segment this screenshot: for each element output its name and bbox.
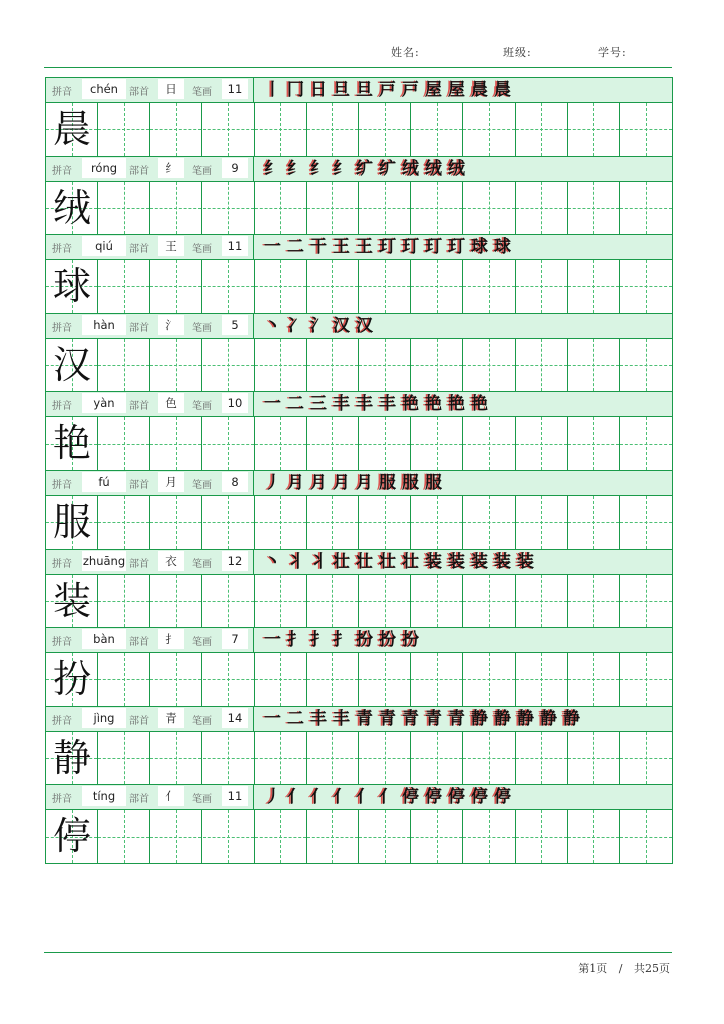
writing-cell[interactable] [568,103,620,156]
writing-cell[interactable] [516,103,568,156]
writing-cell[interactable] [411,810,463,863]
model-character: 晨 [52,107,91,151]
model-character-cell [46,653,98,706]
pinyin-value: zhuāng [82,551,126,571]
stroke-count-label: 笔画 [192,794,212,806]
character-info-band [46,313,672,339]
writing-cell[interactable] [568,575,620,628]
writing-cell[interactable] [150,260,202,313]
pinyin-value: yàn [82,393,126,413]
writing-cell[interactable] [568,182,620,235]
pinyin-label: 拼音 [52,715,72,727]
writing-cell[interactable] [516,653,568,706]
radical-label: 部首 [129,480,149,491]
writing-cell[interactable] [463,810,515,863]
writing-cell[interactable] [463,260,515,313]
writing-cell[interactable] [620,339,672,392]
radical-label: 部首 [129,637,149,649]
character-info-band [46,470,672,496]
stroke-order-sequence: 纟纟纟纟纩纩绒绒绒 [264,158,471,179]
stroke-count-label: 笔画 [192,715,212,727]
model-character-cell [46,339,98,392]
character-meta [46,78,254,102]
writing-cell[interactable] [516,182,568,235]
writing-cell[interactable] [98,103,150,156]
character-entry [46,706,672,785]
radical-label: 部首 [129,715,149,727]
writing-cell[interactable] [150,653,202,706]
character-entry [46,470,672,549]
practice-sheet [45,77,673,864]
model-character: 静 [52,735,91,780]
writing-cell[interactable] [359,653,411,706]
stroke-count-value: 12 [222,551,248,571]
writing-cell[interactable] [203,417,255,470]
writing-cell[interactable] [307,103,359,156]
writing-cell[interactable] [255,103,307,156]
writing-cell[interactable] [98,260,150,313]
stroke-count-value: 9 [222,158,248,178]
student-id-label: 学号: [598,46,627,59]
character-entry [46,234,672,313]
radical-value: 色 [158,393,184,413]
writing-cell[interactable] [203,182,255,235]
radical-value: 月 [158,472,184,492]
character-info-band [46,706,672,732]
radical-label: 部首 [129,87,149,98]
character-entry [46,784,672,863]
writing-cell[interactable] [568,496,620,549]
radical-value: 扌 [158,629,184,649]
writing-cell[interactable] [98,339,150,392]
writing-cell[interactable] [411,260,463,313]
writing-cell[interactable] [98,417,150,470]
character-info-band [46,627,672,653]
model-character: 绒 [52,185,91,230]
pinyin-value: róng [82,158,126,178]
character-entry [46,313,672,392]
writing-cell[interactable] [307,182,359,235]
model-character: 扮 [52,657,91,702]
character-info-band [46,77,672,103]
writing-cell[interactable] [463,575,515,628]
pinyin-value: hàn [82,315,126,335]
pinyin-label: 拼音 [52,87,72,98]
writing-cell[interactable] [98,496,150,549]
pinyin-label: 拼音 [52,401,72,413]
character-info-band [46,156,672,182]
writing-cell[interactable] [255,653,307,706]
writing-grid-row [46,182,672,235]
pinyin-value: jìng [82,708,126,728]
model-character-cell [46,575,98,628]
stroke-order-sequence: 一二干王王玎玎玎玎球球 [264,237,517,258]
pinyin-label: 拼音 [52,637,72,649]
writing-cell[interactable] [98,653,150,706]
writing-cell[interactable] [516,575,568,628]
radical-value: 青 [158,708,184,728]
stroke-count-label: 笔画 [192,401,212,413]
writing-cell[interactable] [98,575,150,628]
radical-value: 衣 [158,551,184,571]
stroke-order-sequence: 丿亻亻亻亻亻停停停停停 [264,787,517,808]
model-character-cell [46,417,98,470]
writing-cell[interactable] [307,732,359,785]
writing-cell[interactable] [98,732,150,785]
writing-cell[interactable] [150,182,202,235]
writing-cell[interactable] [307,653,359,706]
writing-cell[interactable] [255,732,307,785]
character-info-band [46,234,672,260]
student-info-header [0,44,724,64]
writing-cell[interactable] [255,810,307,863]
stroke-order-sequence: 一二三丰丰丰艳艳艳艳 [264,394,494,415]
pinyin-value: tíng [82,786,126,806]
stroke-order-sequence: 丨冂日旦旦戸戸屋屋晨晨 [264,80,517,100]
model-character-cell [46,732,98,785]
writing-cell[interactable] [411,182,463,235]
pinyin-value: chén [82,79,126,99]
character-meta [46,550,254,574]
writing-cell[interactable] [620,496,672,549]
page-separator: / [618,962,623,975]
radical-label: 部首 [129,244,149,256]
writing-cell[interactable] [255,496,307,549]
writing-cell[interactable] [203,103,255,156]
radical-value: 亻 [158,786,184,806]
writing-grid-row [46,575,672,628]
pinyin-value: qiú [82,236,126,256]
stroke-count-value: 11 [222,79,248,99]
writing-cell[interactable] [463,182,515,235]
writing-cell[interactable] [359,732,411,785]
model-character: 服 [52,500,91,544]
writing-cell[interactable] [150,339,202,392]
writing-cell[interactable] [98,810,150,863]
character-meta [46,392,254,416]
writing-cell[interactable] [203,575,255,628]
character-entry [46,549,672,628]
character-meta [46,628,254,652]
writing-cell[interactable] [411,496,463,549]
writing-cell[interactable] [568,260,620,313]
writing-cell[interactable] [359,496,411,549]
writing-cell[interactable] [411,653,463,706]
writing-grid-row [46,496,672,549]
writing-cell[interactable] [516,810,568,863]
stroke-count-value: 5 [222,315,248,335]
radical-label: 部首 [129,558,149,570]
writing-cell[interactable] [620,417,672,470]
model-character: 停 [52,814,91,859]
writing-cell[interactable] [255,575,307,628]
writing-cell[interactable] [620,103,672,156]
writing-cell[interactable] [255,339,307,392]
radical-label: 部首 [129,401,149,413]
model-character-cell [46,496,98,549]
writing-cell[interactable] [150,417,202,470]
writing-cell[interactable] [620,732,672,785]
stroke-order-sequence: 丶冫氵汉汉 [264,315,379,336]
character-meta [46,785,254,809]
writing-cell[interactable] [150,575,202,628]
character-entry [46,77,672,156]
writing-cell[interactable] [307,810,359,863]
class-label: 班级: [503,46,532,59]
writing-grid-row [46,339,672,392]
stroke-count-value: 10 [222,393,248,413]
writing-cell[interactable] [203,732,255,785]
character-info-band [46,549,672,575]
writing-cell[interactable] [203,810,255,863]
writing-cell[interactable] [359,182,411,235]
header-divider [44,67,672,68]
writing-cell[interactable] [307,496,359,549]
stroke-order-sequence: 一二丰丰青青青青青静静静静静 [264,708,586,729]
writing-cell[interactable] [568,339,620,392]
stroke-count-value: 8 [222,472,248,492]
writing-cell[interactable] [620,182,672,235]
writing-cell[interactable] [620,653,672,706]
writing-cell[interactable] [150,103,202,156]
stroke-count-value: 14 [222,708,248,728]
stroke-count-label: 笔画 [192,244,212,256]
name-label: 姓名: [391,46,420,59]
stroke-order-sequence: 丿月月月月服服服 [264,473,448,493]
character-info-band [46,784,672,810]
stroke-count-label: 笔画 [192,637,212,649]
writing-cell[interactable] [150,810,202,863]
stroke-count-label: 笔画 [192,322,212,334]
writing-cell[interactable] [568,732,620,785]
writing-cell[interactable] [307,417,359,470]
writing-grid-row [46,417,672,470]
character-meta [46,314,254,338]
stroke-count-label: 笔画 [192,165,212,177]
writing-cell[interactable] [359,339,411,392]
stroke-count-value: 11 [222,236,248,256]
writing-cell[interactable] [150,732,202,785]
stroke-order-sequence: 一扌扌扌扮扮扮 [264,630,425,651]
model-character-cell [46,810,98,863]
radical-value: 氵 [158,315,184,335]
writing-cell[interactable] [150,496,202,549]
writing-cell[interactable] [620,575,672,628]
writing-cell[interactable] [516,417,568,470]
writing-cell[interactable] [411,417,463,470]
writing-cell[interactable] [516,496,568,549]
writing-cell[interactable] [359,575,411,628]
writing-cell[interactable] [203,653,255,706]
model-character-cell [46,260,98,313]
pinyin-value: bàn [82,629,126,649]
writing-cell[interactable] [203,260,255,313]
stroke-count-value: 7 [222,629,248,649]
writing-cell[interactable] [516,732,568,785]
pinyin-label: 拼音 [52,322,72,334]
writing-cell[interactable] [307,260,359,313]
pinyin-label: 拼音 [52,244,72,256]
model-character-cell [46,182,98,235]
writing-cell[interactable] [620,810,672,863]
model-character-cell [46,103,98,156]
writing-cell[interactable] [359,260,411,313]
stroke-count-label: 笔画 [192,87,212,98]
writing-cell[interactable] [307,339,359,392]
page-indicator [578,960,670,976]
writing-cell[interactable] [568,810,620,863]
writing-cell[interactable] [463,496,515,549]
writing-cell[interactable] [255,260,307,313]
writing-grid-row [46,732,672,785]
stroke-count-label: 笔画 [192,558,212,570]
writing-cell[interactable] [411,575,463,628]
character-entry [46,391,672,470]
character-meta [46,157,254,181]
writing-cell[interactable] [255,182,307,235]
writing-cell[interactable] [411,339,463,392]
pinyin-label: 拼音 [52,480,72,491]
stroke-order-sequence: 丶丬丬壮壮壮壮装装装装装 [264,551,540,572]
total-pages: 共25页 [634,962,670,975]
writing-grid-row [46,103,672,156]
character-entry [46,627,672,706]
radical-value: 纟 [158,158,184,178]
writing-cell[interactable] [463,103,515,156]
radical-label: 部首 [129,794,149,806]
writing-grid-row [46,653,672,706]
writing-cell[interactable] [411,103,463,156]
writing-grid-row [46,260,672,313]
character-meta [46,471,254,495]
model-character: 球 [52,264,91,309]
writing-cell[interactable] [568,653,620,706]
model-character: 艳 [52,421,91,466]
writing-cell[interactable] [203,496,255,549]
stroke-count-value: 11 [222,786,248,806]
writing-cell[interactable] [463,339,515,392]
writing-grid-row [46,810,672,863]
character-entry [46,156,672,235]
pinyin-label: 拼音 [52,165,72,177]
current-page: 第1页 [578,962,608,975]
character-info-band [46,391,672,417]
pinyin-label: 拼音 [52,558,72,570]
writing-cell[interactable] [516,339,568,392]
writing-cell[interactable] [359,810,411,863]
writing-cell[interactable] [568,417,620,470]
radical-label: 部首 [129,322,149,334]
writing-cell[interactable] [411,732,463,785]
writing-cell[interactable] [203,339,255,392]
pinyin-value: fú [82,472,126,492]
character-meta [46,707,254,731]
writing-cell[interactable] [255,417,307,470]
model-character: 汉 [52,342,91,387]
writing-cell[interactable] [620,260,672,313]
writing-cell[interactable] [98,182,150,235]
writing-cell[interactable] [463,417,515,470]
writing-cell[interactable] [463,732,515,785]
writing-cell[interactable] [359,103,411,156]
writing-cell[interactable] [307,575,359,628]
writing-cell[interactable] [359,417,411,470]
writing-cell[interactable] [516,260,568,313]
radical-value: 日 [158,79,184,99]
model-character: 装 [52,578,91,623]
radical-label: 部首 [129,165,149,177]
pinyin-label: 拼音 [52,794,72,806]
radical-value: 王 [158,236,184,256]
footer-divider [44,952,672,953]
character-meta [46,235,254,259]
writing-cell[interactable] [463,653,515,706]
stroke-count-label: 笔画 [192,480,212,491]
